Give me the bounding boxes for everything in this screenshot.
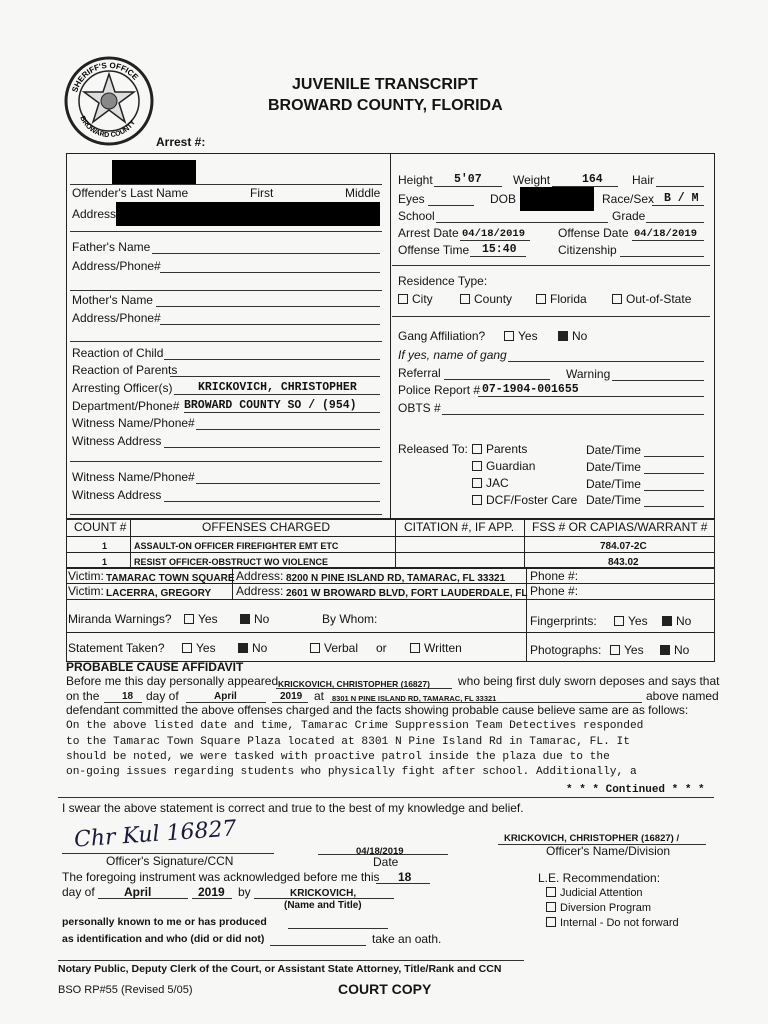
affidavit-line1-a: Before me this day personally appeared	[66, 674, 279, 688]
statement-taken-label: Statement Taken?	[68, 641, 165, 655]
victim-2-phone-label: Phone #:	[530, 584, 579, 598]
offense-row-2-fss: 843.02	[608, 557, 639, 568]
statement-no-checkbox[interactable]: No	[238, 641, 267, 655]
released-guardian[interactable]: Guardian	[472, 459, 535, 473]
released-parents[interactable]: Parents	[472, 442, 527, 456]
officer-signature-label: Officer's Signature/CCN	[106, 854, 234, 868]
school-label: School	[398, 209, 435, 223]
department-phone-label: Department/Phone#	[72, 399, 180, 413]
miranda-label: Miranda Warnings?	[68, 612, 172, 626]
offense-row-2-count: 1	[102, 557, 108, 567]
reaction-of-parents-label: Reaction of Parents	[72, 363, 178, 377]
affidavit-continued: * * * Continued * * *	[566, 784, 705, 796]
reaction-of-child-label: Reaction of Child	[72, 346, 164, 360]
svg-text:BROWARD COUNTY: BROWARD COUNTY	[78, 115, 138, 140]
offense-header-citation: CITATION #, IF APP.	[404, 520, 515, 534]
affidavit-narrative-1: On the above listed date and time, Tamarac Crime Suppression Team Detectives responded	[66, 720, 644, 732]
affidavit-officer-name: KRICKOVICH, CHRISTOPHER (16827)	[278, 679, 430, 689]
residence-out-of-state[interactable]: Out-of-State	[612, 292, 691, 306]
svg-text:SHERIFF'S OFFICE: SHERIFF'S OFFICE	[70, 60, 141, 94]
offense-row-2-charge: RESIST OFFICER-OBSTRUCT WO VIOLENCE	[134, 557, 329, 567]
released-to-label: Released To:	[398, 442, 468, 456]
notary-acknowledged: The foregoing instrument was acknowledged before me this	[62, 870, 380, 884]
le-diversion-program[interactable]: Diversion Program	[546, 901, 651, 915]
offense-row-1-count: 1	[102, 541, 108, 551]
affidavit-day: 18	[122, 691, 134, 702]
affidavit-heading: PROBABLE CAUSE AFFIDAVIT	[66, 660, 244, 674]
or-label: or	[376, 641, 387, 655]
affidavit-swear: I swear the above statement is correct and true to the best of my knowledge and belief.	[62, 801, 524, 815]
witness-name-phone-label-1: Witness Name/Phone#	[72, 416, 195, 430]
affidavit-line1-b: who being first duly sworn deposes and says that	[458, 674, 720, 688]
offense-header-count: COUNT #	[74, 520, 127, 534]
notary-year: 2019	[198, 885, 225, 899]
photographs-label: Photographs:	[530, 643, 602, 657]
eyes-label: Eyes	[398, 192, 425, 206]
notary-day: 18	[398, 870, 412, 884]
residence-county[interactable]: County	[460, 292, 512, 306]
race-sex-value: B / M	[664, 192, 699, 205]
offense-row-1-fss: 784.07-2C	[600, 541, 647, 552]
arresting-officer-label: Arresting Officer(s)	[72, 381, 173, 395]
date-time-label-2: Date/Time	[586, 460, 641, 474]
residence-type-label: Residence Type:	[398, 274, 488, 288]
offense-date-label: Offense Date	[558, 226, 629, 240]
offense-date-value: 04/18/2019	[634, 228, 698, 240]
offense-time-label: Offense Time	[398, 243, 470, 257]
notary-identification: as identification and who (did or did not)	[62, 933, 265, 945]
redacted-offender-name	[112, 160, 196, 184]
miranda-yes-checkbox[interactable]: Yes	[184, 612, 218, 626]
department-phone-value: BROWARD COUNTY SO / (954)	[184, 399, 357, 412]
witness-address-label-2: Witness Address	[72, 488, 162, 502]
affidavit-line3: defendant committed the above offenses charged and the facts showing probable cause believe same are as follows:	[66, 703, 689, 717]
signature-date-label: Date	[373, 855, 399, 869]
grade-label: Grade	[612, 209, 646, 223]
obts-label: OBTS #	[398, 401, 441, 415]
weight-label: Weight	[513, 173, 551, 187]
witness-address-label-1: Witness Address	[72, 434, 162, 448]
date-time-label-4: Date/Time	[586, 493, 641, 507]
photographs-no-checkbox[interactable]: No	[660, 643, 689, 657]
miranda-no-checkbox[interactable]: No	[240, 612, 269, 626]
arresting-officer-value: KRICKOVICH, CHRISTOPHER	[198, 381, 357, 394]
citizenship-label: Citizenship	[558, 243, 617, 257]
le-internal-do-not-forward[interactable]: Internal - Do not forward	[546, 916, 679, 930]
offense-header-fss: FSS # OR CAPIAS/WARRANT #	[532, 520, 708, 534]
gang-affiliation-label: Gang Affiliation?	[398, 329, 486, 343]
statement-yes-checkbox[interactable]: Yes	[182, 641, 216, 655]
police-report-value: 07-1904-001655	[482, 383, 579, 396]
address-label: Address	[72, 207, 117, 221]
officer-handwritten-signature: Chr Kul 16827	[73, 816, 238, 853]
notary-by: by	[238, 885, 251, 899]
document-subtitle: BROWARD COUNTY, FLORIDA	[268, 97, 503, 114]
document-title: JUVENILE TRANSCRIPT	[292, 76, 478, 93]
redacted-address	[116, 202, 380, 226]
affidavit-year: 2019	[280, 691, 303, 702]
gang-no-checkbox[interactable]: No	[558, 329, 587, 343]
hair-label: Hair	[632, 173, 655, 187]
mother-address-phone-label: Address/Phone#	[72, 311, 161, 325]
dob-label: DOB	[490, 192, 517, 206]
notary-title-line: Notary Public, Deputy Clerk of the Court, or Assistant State Attorney, Title/Rank and CCN	[58, 963, 502, 975]
gang-yes-checkbox[interactable]: Yes	[504, 329, 538, 343]
affidavit-at: at	[314, 689, 325, 703]
father-address-phone-label: Address/Phone#	[72, 259, 161, 273]
released-dcf-foster-care[interactable]: DCF/Foster Care	[472, 493, 577, 507]
arrest-number-label: Arrest #:	[156, 135, 206, 149]
mothers-name-label: Mother's Name	[72, 293, 153, 307]
le-judicial-attention[interactable]: Judicial Attention	[546, 886, 643, 900]
offense-time-value: 15:40	[482, 243, 517, 256]
offense-row-1-charge: ASSAULT-ON OFFICER FIREFIGHTER EMT ETC	[134, 541, 339, 551]
photographs-yes-checkbox[interactable]: Yes	[610, 643, 644, 657]
police-report-label: Police Report #	[398, 383, 481, 397]
affidavit-narrative-4: on-going issues regarding students who physically fight after school. Additionally, a	[66, 766, 637, 778]
victim-2-address-label: Address:	[236, 584, 284, 598]
witness-name-phone-label-2: Witness Name/Phone#	[72, 470, 195, 484]
arrest-date-value: 04/18/2019	[462, 228, 526, 240]
affidavit-location: 8301 N PINE ISLAND RD, TAMARAC, FL 33321	[332, 694, 497, 703]
date-time-label-1: Date/Time	[586, 443, 641, 457]
fathers-name-label: Father's Name	[72, 240, 151, 254]
height-value: 5'07	[454, 173, 482, 186]
redacted-dob	[520, 187, 594, 211]
victim-1-name: TAMARAC TOWN SQUARE	[106, 573, 235, 584]
residence-city[interactable]: City	[398, 292, 433, 306]
affidavit-month: April	[214, 691, 237, 702]
officer-name-value: KRICKOVICH, CHRISTOPHER (16827) /	[504, 833, 680, 844]
victim-2-address: 2601 W BROWARD BLVD, FORT LAUDERDALE, FL	[286, 588, 528, 599]
date-time-label-3: Date/Time	[586, 477, 641, 491]
affidavit-on-the: on the	[66, 689, 100, 703]
victim-1-address-label: Address:	[236, 569, 284, 583]
notary-month: April	[124, 885, 152, 899]
arrest-date-label: Arrest Date	[398, 226, 459, 240]
notary-day-of: day of	[62, 885, 95, 899]
form-id: BSO RP#55 (Revised 5/05)	[58, 984, 193, 996]
notary-take-oath: take an oath.	[372, 932, 442, 946]
fingerprints-yes-checkbox[interactable]: Yes	[614, 614, 648, 628]
offense-header-charged: OFFENSES CHARGED	[202, 520, 331, 534]
by-whom-label: By Whom:	[322, 612, 378, 626]
affidavit-narrative-3: should be noted, we were tasked with proactive patrol inside the plaza due to the	[66, 751, 610, 763]
sheriff-seal-icon	[64, 56, 154, 146]
gang-name-label: If yes, name of gang	[398, 348, 507, 362]
first-name-label: First	[250, 186, 274, 200]
warning-label: Warning	[566, 367, 611, 381]
residence-florida[interactable]: Florida	[536, 292, 587, 306]
victim-2-name: LACERRA, GREGORY	[106, 588, 212, 599]
race-sex-label: Race/Sex	[602, 192, 655, 206]
le-recommendation-label: L.E. Recommendation:	[538, 871, 661, 885]
affidavit-narrative-2: to the Tamarac Town Square Plaza located at 8301 N Pine Island Rd in Tamarac, FL. It	[66, 736, 630, 748]
middle-name-label: Middle	[345, 186, 381, 200]
signature-date-value: 04/18/2019	[356, 846, 404, 857]
offender-last-name-label: Offender's Last Name	[72, 186, 189, 200]
victim-1-label: Victim:	[68, 569, 104, 583]
notary-personally-known: personally known to me or has produced	[62, 916, 267, 928]
fingerprints-no-checkbox[interactable]: No	[662, 614, 691, 628]
fingerprints-label: Fingerprints:	[530, 614, 597, 628]
affidavit-above-named: above named	[646, 689, 719, 703]
victim-2-label: Victim:	[68, 584, 104, 598]
statement-verbal-checkbox[interactable]: Verbal	[310, 641, 358, 655]
victim-1-address: 8200 N PINE ISLAND RD, TAMARAC, FL 33321	[286, 573, 506, 584]
notary-by-value: KRICKOVICH,	[290, 888, 357, 899]
notary-name-title: (Name and Title)	[284, 900, 362, 911]
weight-value: 164	[582, 173, 603, 186]
released-jac[interactable]: JAC	[472, 476, 509, 490]
statement-written-checkbox[interactable]: Written	[410, 641, 462, 655]
court-copy-label: COURT COPY	[338, 981, 432, 997]
officer-name-division-label: Officer's Name/Division	[546, 844, 671, 858]
victim-1-phone-label: Phone #:	[530, 569, 579, 583]
affidavit-day-of: day of	[146, 689, 179, 703]
referral-label: Referral	[398, 366, 441, 380]
height-label: Height	[398, 173, 433, 187]
